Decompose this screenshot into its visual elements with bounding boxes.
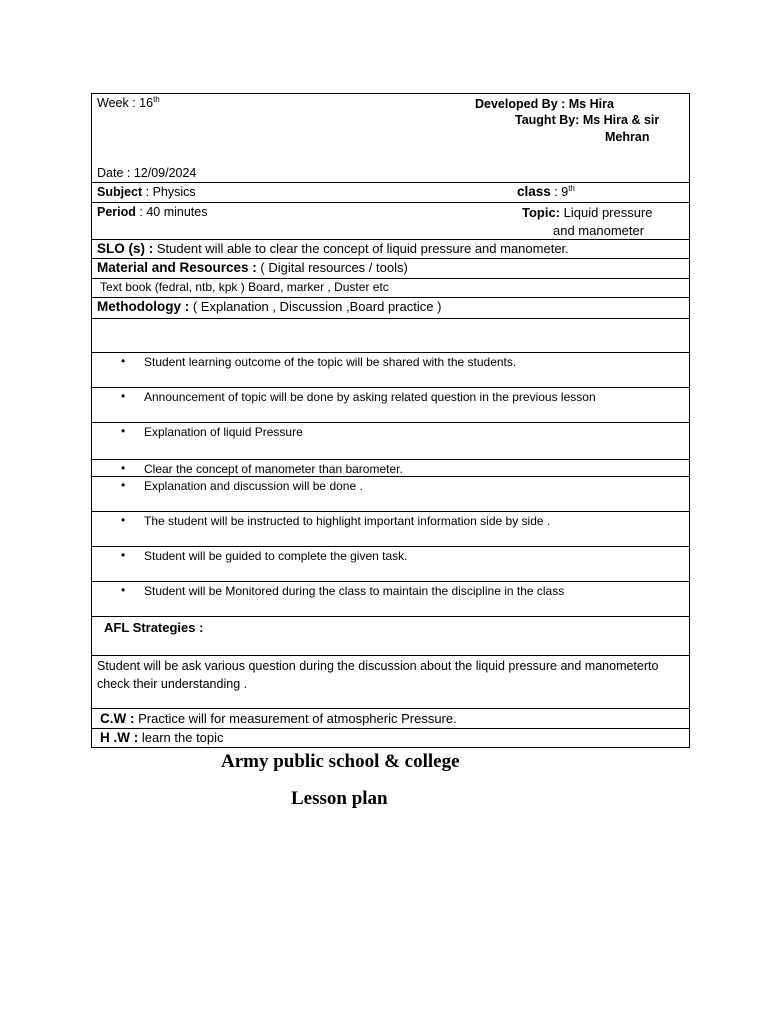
header-cell xyxy=(92,94,690,183)
step-row xyxy=(92,477,690,512)
afl-cell xyxy=(92,617,690,656)
step-cell xyxy=(92,423,690,460)
materials-label: Material and Resources : xyxy=(97,260,257,275)
bullet-icon: • xyxy=(121,389,126,403)
slo-row xyxy=(92,240,690,259)
step-cell xyxy=(92,547,690,582)
slo-value: Student will able to clear the concept of liquid pressure and manometer. xyxy=(153,241,569,256)
week-label: Week : 16 xyxy=(97,96,154,110)
step-text: Explanation and discussion will be done . xyxy=(144,479,363,493)
step-text: The student will be instructed to highlight important information side by side . xyxy=(144,514,551,528)
step-text: Explanation of liquid Pressure xyxy=(144,425,303,439)
step-row xyxy=(92,547,690,582)
materials-detail: Text book (fedral, ntb, kpk ) Board, marker , Duster etc xyxy=(100,280,389,294)
period-value: : 40 minutes xyxy=(139,205,208,219)
topic-value: Liquid pressure xyxy=(560,205,653,220)
afl-row xyxy=(92,617,690,656)
step-cell xyxy=(92,477,690,512)
hw-row xyxy=(92,729,690,748)
materials-row xyxy=(92,259,690,279)
step-cell xyxy=(92,460,690,477)
class-value: : 9 xyxy=(554,185,569,199)
subject-value: : Physics xyxy=(145,185,196,199)
bullet-icon: • xyxy=(121,354,126,368)
subject-row xyxy=(92,183,690,203)
cw-value: Practice will for measurement of atmospheric Pressure. xyxy=(134,711,457,726)
week-sup: th xyxy=(153,94,160,104)
developed-by: Developed By : Ms Hira xyxy=(475,97,614,111)
step-row xyxy=(92,423,690,460)
step-cell xyxy=(92,582,690,617)
class-field xyxy=(517,183,575,201)
cw-label: C.W : xyxy=(100,711,135,726)
blank-cell xyxy=(92,319,690,353)
bullet-icon: • xyxy=(121,478,126,492)
materials-field xyxy=(97,259,408,276)
step-text: Clear the concept of manometer than barometer. xyxy=(144,462,403,476)
step-row xyxy=(92,388,690,423)
hw-value: learn the topic xyxy=(138,730,224,745)
subject-label: Subject xyxy=(97,185,143,199)
week-field xyxy=(97,95,160,112)
class-sup: th xyxy=(568,183,575,193)
bullet-icon: • xyxy=(121,548,126,562)
methodology-cell xyxy=(92,298,690,319)
cw-cell xyxy=(92,709,690,729)
period-cell xyxy=(92,203,690,240)
taught-by: Taught By: Ms Hira & sir xyxy=(515,113,660,127)
bullet-icon: • xyxy=(121,424,126,438)
school-title: Army public school & college xyxy=(221,751,460,772)
methodology-field xyxy=(97,298,441,315)
hw-field xyxy=(100,729,224,746)
afl-label: AFL Strategies : xyxy=(104,620,204,635)
methodology-label: Methodology : xyxy=(97,299,190,314)
afl-text-row xyxy=(92,656,690,709)
period-row xyxy=(92,203,690,240)
step-row xyxy=(92,353,690,388)
subject-field xyxy=(97,184,196,201)
step-row xyxy=(92,512,690,547)
slo-cell xyxy=(92,240,690,259)
class-label: class xyxy=(517,184,551,199)
step-row xyxy=(92,460,690,477)
step-text: Student learning outcome of the topic will be shared with the students. xyxy=(144,355,517,369)
bullet-icon: • xyxy=(121,513,126,527)
step-row xyxy=(92,582,690,617)
hw-label: H .W : xyxy=(100,730,139,745)
lesson-plan-title: Lesson plan xyxy=(291,788,388,809)
step-text: Announcement of topic will be done by asking related question in the previous lesson xyxy=(144,390,596,404)
methodology-value: ( Explanation , Discussion ,Board practice ) xyxy=(189,299,442,314)
topic-field xyxy=(522,204,653,221)
afl-text-cell xyxy=(92,656,690,709)
step-cell xyxy=(92,512,690,547)
period-label: Period xyxy=(97,205,136,219)
materials-value: ( Digital resources / tools) xyxy=(256,260,408,275)
materials-cell xyxy=(92,259,690,279)
hw-cell xyxy=(92,729,690,748)
period-field xyxy=(97,204,207,221)
cw-row xyxy=(92,709,690,729)
slo-label: SLO (s) : xyxy=(97,241,154,256)
bullet-icon: • xyxy=(121,583,126,597)
slo-field xyxy=(97,240,569,257)
afl-text: Student will be ask various question during the discussion about the liquid pressure and manometerto check their understanding . xyxy=(97,659,659,691)
header-row xyxy=(92,94,690,183)
bullet-icon: • xyxy=(121,461,126,475)
taught-by-continued: Mehran xyxy=(605,130,650,144)
step-cell xyxy=(92,388,690,423)
step-text: Student will be Monitored during the class to maintain the discipline in the class xyxy=(144,584,565,598)
step-text: Student will be guided to complete the given task. xyxy=(144,549,408,563)
blank-row xyxy=(92,319,690,353)
subject-cell xyxy=(92,183,690,203)
topic-label: Topic: xyxy=(522,205,561,220)
topic-value-continued: and manometer xyxy=(553,223,645,238)
cw-field xyxy=(100,710,457,727)
lesson-plan-table xyxy=(91,93,690,748)
materials-detail-row xyxy=(92,279,690,298)
materials-detail-cell xyxy=(92,279,690,298)
step-cell xyxy=(92,353,690,388)
date-field: Date : 12/09/2024 xyxy=(97,166,197,180)
methodology-row xyxy=(92,298,690,319)
